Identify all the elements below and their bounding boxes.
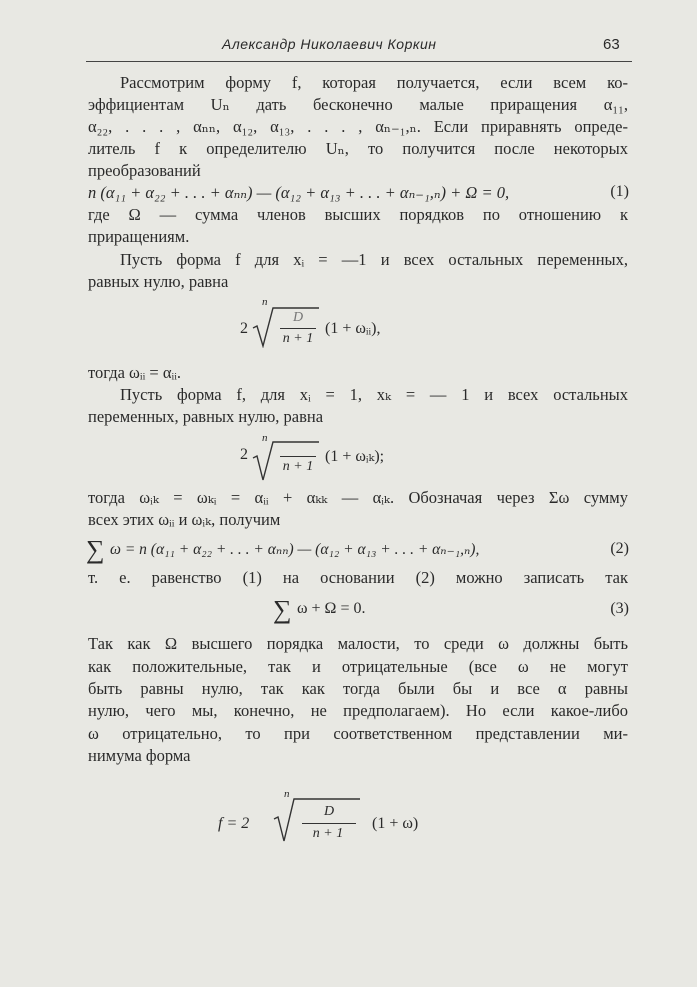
text-line: Так как Ω высшего порядка малости, то среди ω должны быть <box>88 634 628 653</box>
text-line: тогда ωᵢᵢ = αᵢᵢ. <box>88 363 182 382</box>
coefficient: 2 <box>240 446 248 463</box>
text-line: всех этих ωᵢᵢ и ωᵢₖ, получим <box>88 510 281 529</box>
text-line: Рассмотрим форму f, которая получается, если всем ко- <box>120 73 628 92</box>
numerator: D <box>292 310 304 325</box>
root-index: n <box>262 296 268 308</box>
denominator: n + 1 <box>282 459 314 474</box>
text-line: литель f к определителю Uₙ, то получится после некоторых <box>88 139 628 158</box>
fraction-bar <box>280 456 316 457</box>
text-line: быть равны нулю, так как тогда были бы и все α равны <box>88 679 628 698</box>
text-line: α₂₂, . . . , αₙₙ, α₁₂, α₁₃, . . . , αₙ₋₁,ₙ. Если приравнять опреде- <box>88 117 628 136</box>
text-line: как положительные, так и отрицательные (все ω не могут <box>88 657 628 676</box>
text-line: нулю, чего мы, конечно, не предполагаем). Но если какое-либо <box>88 701 628 720</box>
formula-tail: (1 + ωᵢᵢ), <box>325 320 381 337</box>
root-index: n <box>262 432 268 444</box>
sigma-symbol: ∑ <box>86 535 105 564</box>
equation-number-3: (3) <box>610 600 629 617</box>
equation-body: ω = n (α₁₁ + α₂₂ + . . . + αₙₙ) — (α₁₂ + α₁₃ + . . . + αₙ₋₁,ₙ), <box>110 541 480 558</box>
text-line: преобразований <box>88 161 201 180</box>
text-line: приращениям. <box>88 227 190 246</box>
text-line: Пусть форма f, для xᵢ = 1, xₖ = — 1 и всех остальных <box>120 385 628 404</box>
numerator: D <box>323 804 335 819</box>
text-line: ω отрицательно, то при соответственном представлении ми- <box>88 724 628 743</box>
text-line: т. е. равенство (1) на основании (2) можно записать так <box>88 568 628 587</box>
text-line: равных нулю, равна <box>88 272 229 291</box>
page-number: 63 <box>603 36 620 53</box>
fraction-bar <box>302 823 356 824</box>
formula-lhs: f = 2 <box>218 815 250 832</box>
denominator: n + 1 <box>282 331 314 346</box>
sigma-symbol: ∑ <box>273 595 292 624</box>
header-rule <box>86 61 632 62</box>
text-line: Пусть форма f для xᵢ = —1 и всех остальных переменных, <box>120 250 628 269</box>
running-title: Александр Николаевич Коркин <box>222 36 437 52</box>
denominator: n + 1 <box>312 826 344 841</box>
equation-1: n (α₁₁ + α₂₂ + . . . + αₙₙ) — (α₁₂ + α₁₃ + . . . + αₙ₋₁,ₙ) + Ω = 0, <box>88 183 510 202</box>
formula-tail: (1 + ωᵢₖ); <box>325 448 385 465</box>
equation-number-2: (2) <box>610 540 629 557</box>
text-line: эффициентам Uₙ дать бесконечно малые приращения α₁₁, <box>88 95 628 114</box>
fraction-bar <box>280 328 316 329</box>
text-line: где Ω — сумма членов высших порядков по отношению к <box>88 205 628 224</box>
formula-tail: (1 + ω) <box>372 815 419 832</box>
root-index: n <box>284 788 290 800</box>
text-line: переменных, равных нулю, равна <box>88 407 324 426</box>
text-line: тогда ωᵢₖ = ωₖᵢ = αᵢᵢ + αₖₖ — αᵢₖ. Обозначая через Σω сумму <box>88 488 628 507</box>
equation-number-1: (1) <box>610 183 629 200</box>
text-line: нимума форма <box>88 746 191 765</box>
coefficient: 2 <box>240 320 248 337</box>
equation-body: ω + Ω = 0. <box>297 600 366 617</box>
